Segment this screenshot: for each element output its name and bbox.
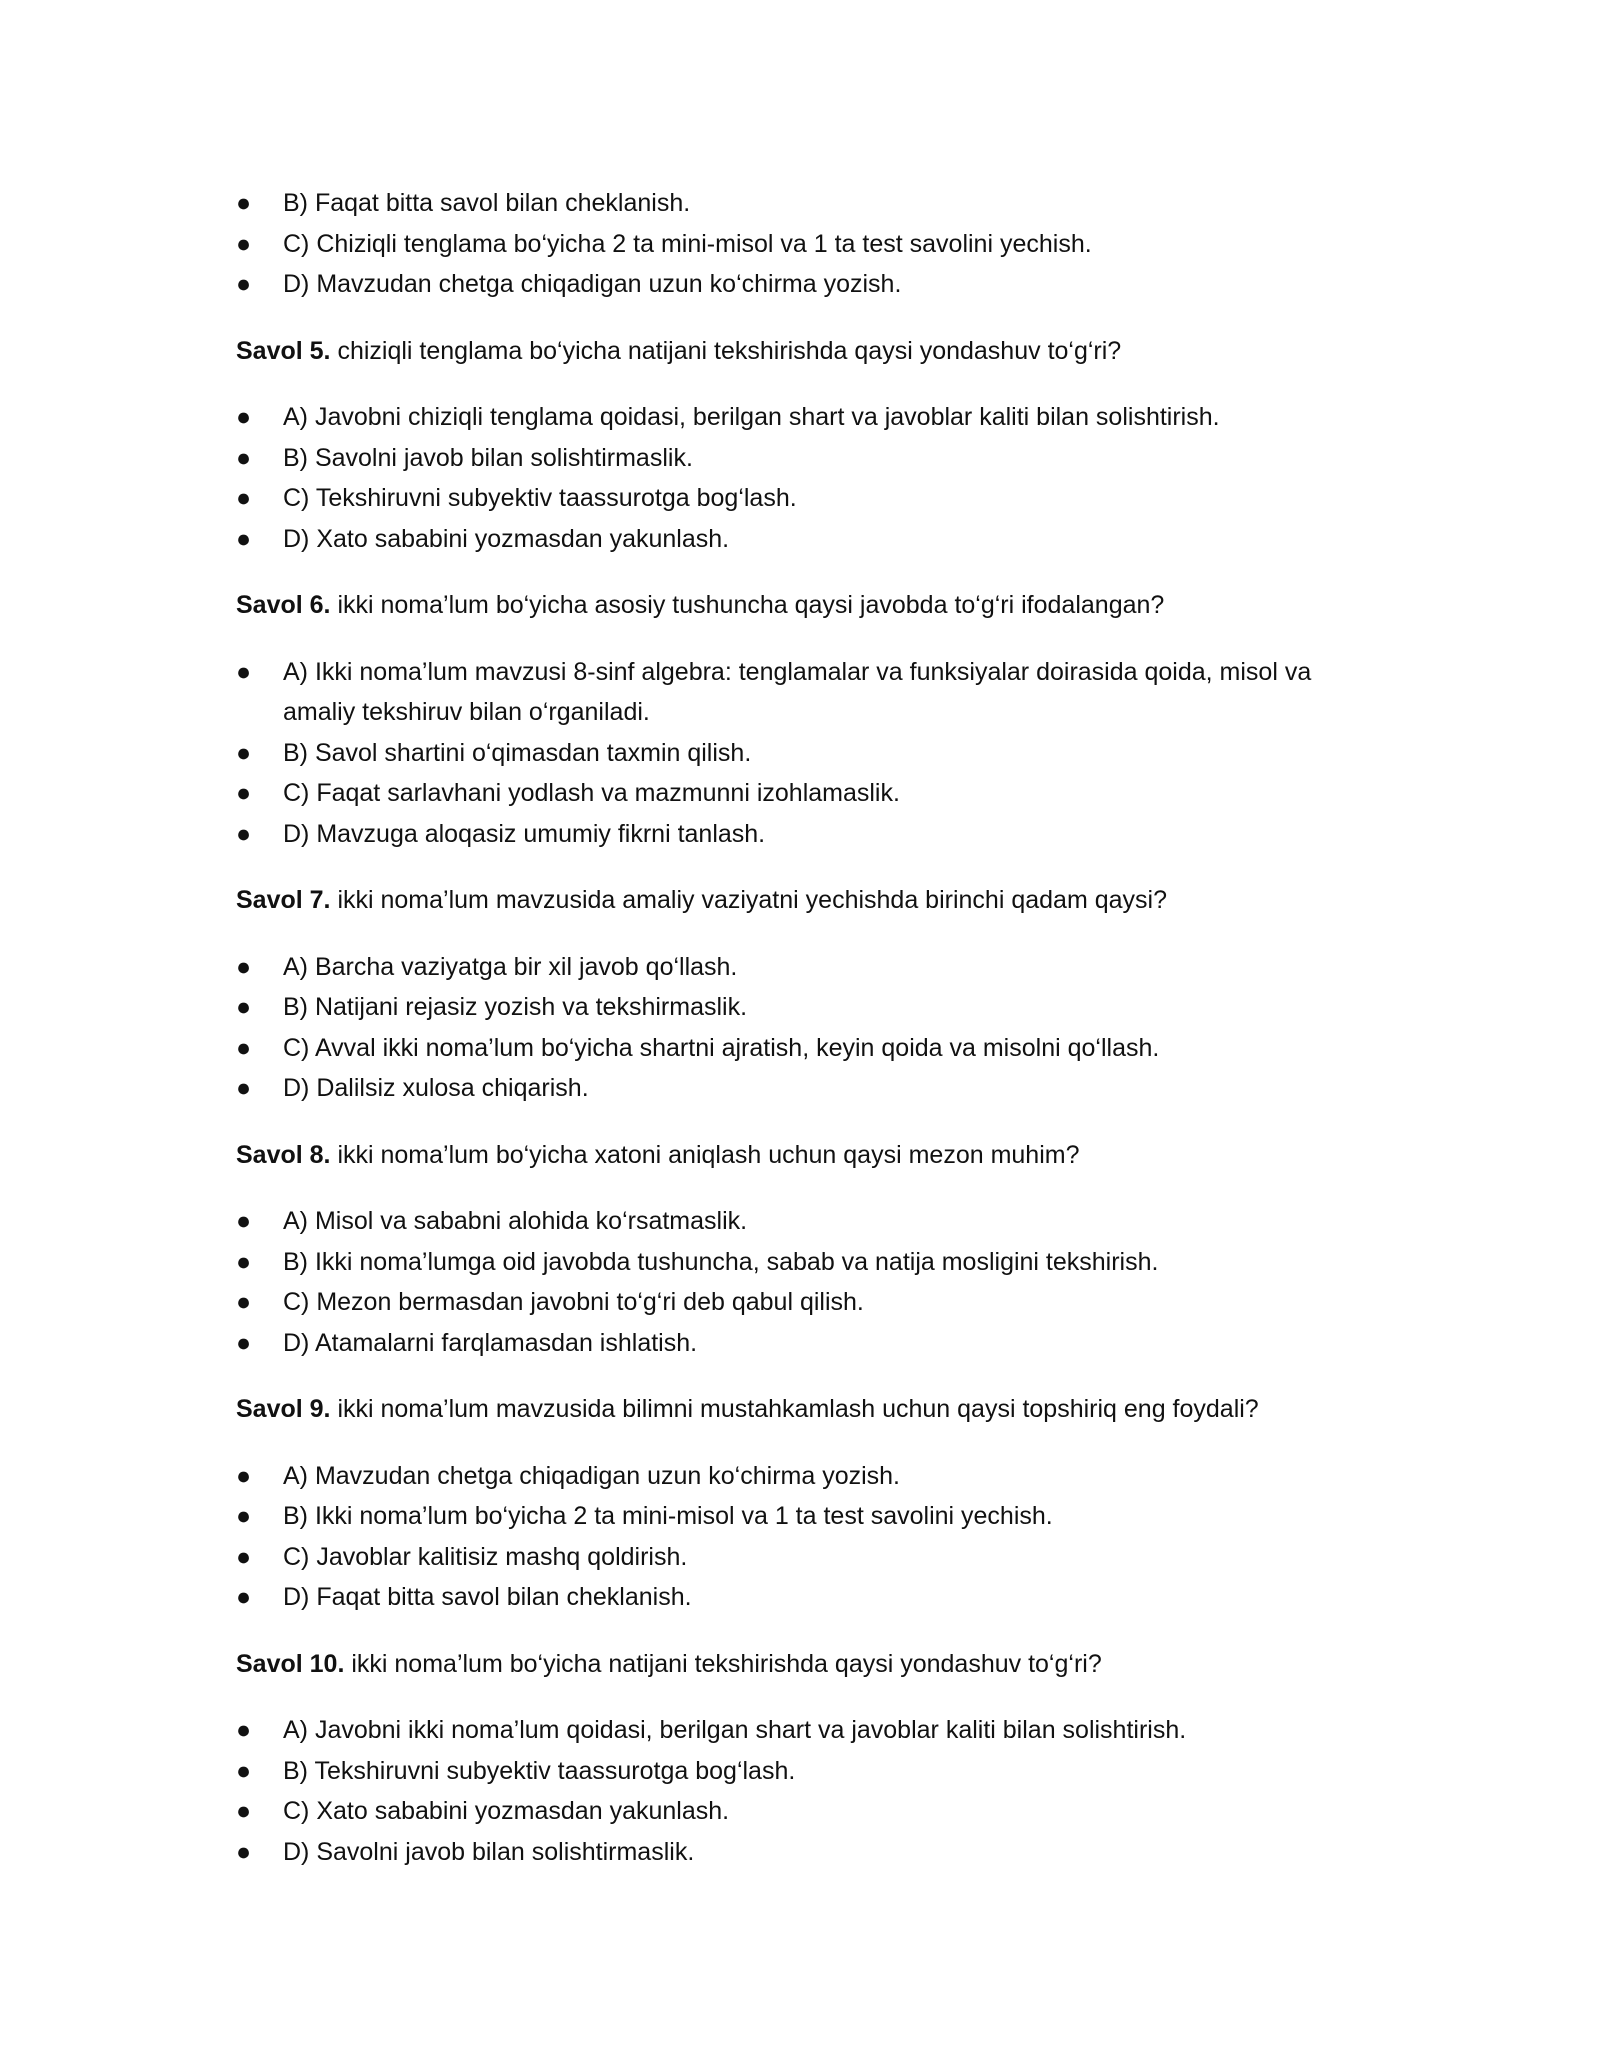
question-text: chiziqli tenglama bo‘yicha natijani tekshirishda qaysi yondashuv to‘g‘ri?: [330, 336, 1122, 365]
list-item: [236, 183, 1366, 224]
options-list: [236, 1201, 1366, 1363]
list-item: [236, 1710, 1366, 1751]
list-item: [236, 224, 1366, 265]
option-text: D) Mavzudan chetga chiqadigan uzun ko‘chirma yozish.: [283, 270, 902, 298]
options-list: [236, 1710, 1366, 1872]
question-heading: [236, 331, 1366, 372]
document-page: [236, 183, 1366, 1872]
bullet-icon: ●: [236, 952, 252, 981]
option-text: B) Ikki noma’lumga oid javobda tushuncha, sabab va natija mosligini tekshirish.: [283, 1247, 1159, 1276]
list-item: [236, 947, 1366, 988]
bullet-icon: ●: [236, 993, 252, 1021]
list-item: [236, 1068, 1366, 1109]
question-heading: [236, 880, 1366, 921]
option-text: C) Xato sababini yozmasdan yakunlash.: [283, 1797, 730, 1825]
options-list: [236, 947, 1366, 1109]
option-text: A) Misol va sababni alohida ko‘rsatmaslik.: [283, 1207, 748, 1235]
option-text: D) Atamalarni farqlamasdan ishlatish.: [283, 1328, 698, 1357]
list-item: [236, 1201, 1366, 1242]
bullet-icon: ●: [236, 524, 252, 553]
list-item: [236, 438, 1366, 479]
list-item: [236, 1577, 1366, 1618]
list-item: [236, 733, 1366, 774]
list-item: [236, 397, 1366, 438]
option-text: C) Mezon bermasdan javobni to‘g‘ri deb qabul qilish.: [283, 1288, 864, 1316]
option-text: A) Javobni ikki noma’lum qoidasi, berilgan shart va javoblar kaliti bilan solishtirish.: [283, 1716, 1187, 1744]
list-item: [236, 1282, 1366, 1323]
intro-options-list: [236, 183, 1366, 305]
question-text: ikki noma’lum bo‘yicha xatoni aniqlash uchun qaysi mezon muhim?: [330, 1140, 1080, 1169]
question-heading: [236, 1644, 1366, 1685]
question-text: ikki noma’lum mavzusida amaliy vaziyatni yechishda birinchi qadam qaysi?: [330, 886, 1167, 914]
bullet-icon: ●: [236, 484, 252, 512]
option-text: A) Ikki noma’lum mavzusi 8-sinf algebra: tenglamalar va funksiyalar doirasida qoida, misol va amaliy tekshiruv bilan o‘rganiladi.: [283, 657, 1312, 726]
list-item: [236, 264, 1366, 305]
bullet-icon: ●: [236, 443, 252, 472]
question-label: Savol 8.: [236, 1140, 331, 1169]
option-text: D) Mavzuga aloqasiz umumiy fikrni tanlash.: [283, 819, 766, 848]
option-text: A) Barcha vaziyatga bir xil javob qo‘llash.: [283, 952, 738, 981]
option-text: B) Ikki noma’lum bo‘yicha 2 ta mini-misol va 1 ta test savolini yechish.: [283, 1502, 1053, 1530]
option-text: C) Chiziqli tenglama bo‘yicha 2 ta mini-misol va 1 ta test savolini yechish.: [283, 229, 1092, 258]
question-heading: [236, 1389, 1366, 1430]
option-text: B) Faqat bitta savol bilan cheklanish.: [283, 189, 691, 217]
list-item: [236, 478, 1366, 519]
question-label: Savol 5.: [236, 336, 331, 365]
question-heading: [236, 1135, 1366, 1176]
list-item: [236, 773, 1366, 814]
bullet-icon: ●: [236, 1837, 252, 1866]
bullet-icon: ●: [236, 229, 252, 258]
option-text: D) Faqat bitta savol bilan cheklanish.: [283, 1583, 692, 1611]
question-text: ikki noma’lum mavzusida bilimni mustahkamlash uchun qaysi topshiriq eng foydali?: [330, 1395, 1259, 1423]
list-item: [236, 987, 1366, 1028]
bullet-icon: ●: [236, 1716, 252, 1744]
bullet-icon: ●: [236, 779, 252, 807]
bullet-icon: ●: [236, 1328, 252, 1357]
question-label: Savol 7.: [236, 886, 331, 914]
bullet-icon: ●: [236, 657, 252, 686]
bullet-icon: ●: [236, 1074, 252, 1102]
options-list: [236, 652, 1366, 855]
bullet-icon: ●: [236, 1461, 252, 1490]
question-label: Savol 10.: [236, 1649, 345, 1678]
bullet-icon: ●: [236, 1542, 252, 1571]
list-item: [236, 1496, 1366, 1537]
list-item: [236, 1028, 1366, 1069]
question-label: Savol 9.: [236, 1395, 331, 1423]
option-text: C) Faqat sarlavhani yodlash va mazmunni izohlamaslik.: [283, 779, 900, 807]
bullet-icon: ●: [236, 1288, 252, 1316]
option-text: B) Savolni javob bilan solishtirmaslik.: [283, 443, 693, 472]
option-text: D) Xato sababini yozmasdan yakunlash.: [283, 524, 730, 553]
list-item: [236, 519, 1366, 560]
bullet-icon: ●: [236, 189, 252, 217]
list-item: [236, 1537, 1366, 1578]
bullet-icon: ●: [236, 1207, 252, 1235]
list-item: [236, 652, 1366, 733]
option-text: A) Javobni chiziqli tenglama qoidasi, berilgan shart va javoblar kaliti bilan solishtirish.: [283, 403, 1220, 431]
bullet-icon: ●: [236, 1247, 252, 1276]
options-list: [236, 397, 1366, 559]
option-text: D) Dalilsiz xulosa chiqarish.: [283, 1074, 589, 1102]
option-text: C) Tekshiruvni subyektiv taassurotga bog‘lash.: [283, 484, 797, 512]
question-text: ikki noma’lum bo‘yicha natijani tekshirishda qaysi yondashuv to‘g‘ri?: [344, 1649, 1102, 1678]
option-text: B) Natijani rejasiz yozish va tekshirmaslik.: [283, 993, 748, 1021]
bullet-icon: ●: [236, 1756, 252, 1785]
bullet-icon: ●: [236, 819, 252, 848]
question-text: ikki noma’lum bo‘yicha asosiy tushuncha qaysi javobda to‘g‘ri ifodalangan?: [330, 591, 1165, 619]
bullet-icon: ●: [236, 1502, 252, 1530]
list-item: [236, 814, 1366, 855]
option-text: B) Savol shartini o‘qimasdan taxmin qilish.: [283, 738, 752, 767]
list-item: [236, 1832, 1366, 1873]
option-text: D) Savolni javob bilan solishtirmaslik.: [283, 1837, 695, 1866]
option-text: B) Tekshiruvni subyektiv taassurotga bog‘lash.: [283, 1756, 796, 1785]
list-item: [236, 1456, 1366, 1497]
option-text: A) Mavzudan chetga chiqadigan uzun ko‘chirma yozish.: [283, 1461, 901, 1490]
question-heading: [236, 585, 1366, 626]
list-item: [236, 1751, 1366, 1792]
bullet-icon: ●: [236, 1033, 252, 1062]
bullet-icon: ●: [236, 270, 252, 298]
bullet-icon: ●: [236, 1797, 252, 1825]
list-item: [236, 1242, 1366, 1283]
list-item: [236, 1791, 1366, 1832]
options-list: [236, 1456, 1366, 1618]
option-text: C) Javoblar kalitisiz mashq qoldirish.: [283, 1542, 688, 1571]
bullet-icon: ●: [236, 1583, 252, 1611]
list-item: [236, 1323, 1366, 1364]
bullet-icon: ●: [236, 403, 252, 431]
bullet-icon: ●: [236, 738, 252, 767]
question-label: Savol 6.: [236, 591, 331, 619]
option-text: C) Avval ikki noma’lum bo‘yicha shartni ajratish, keyin qoida va misolni qo‘llash.: [283, 1033, 1160, 1062]
